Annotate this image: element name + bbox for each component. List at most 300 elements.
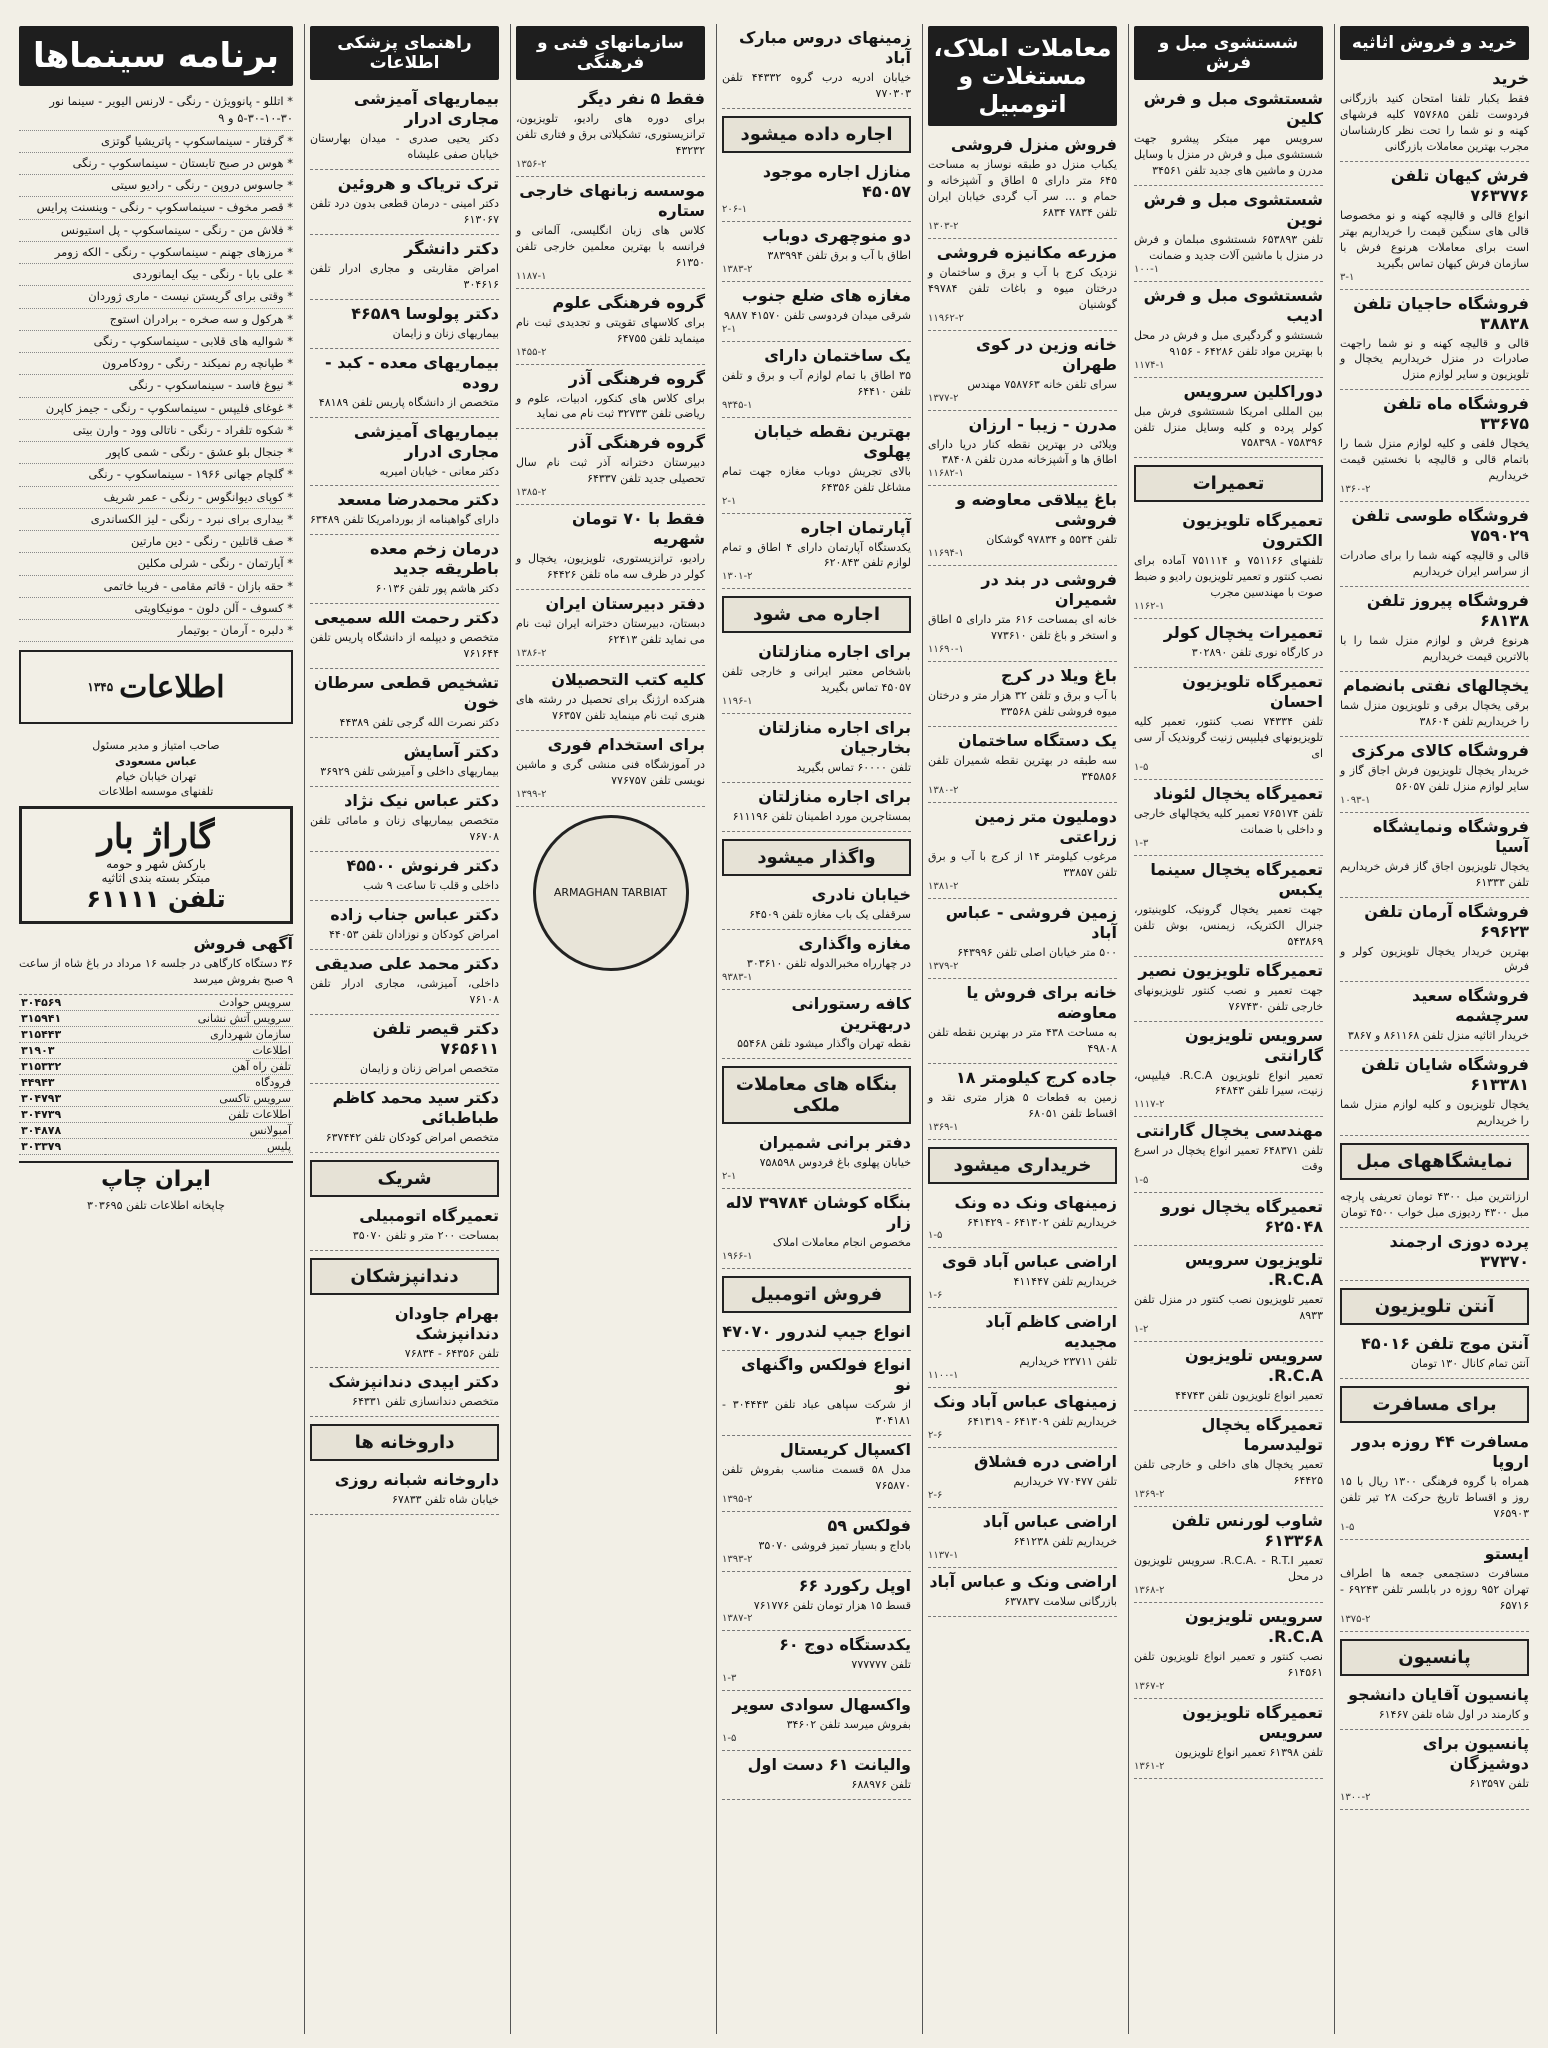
ad-body: ۳۵ اطاق با تمام لوازم آب و برق و تلفن تلفن ۶۴۴۱۰ [722, 368, 911, 398]
ad-title: فروشگاه پیروز تلفن ۶۸۱۳۸ [1366, 591, 1529, 630]
ad-title: دو منوچهری دوباب [762, 225, 911, 245]
ad-body: متخصص دندانسازی تلفن ۶۴۳۳۱ [352, 1395, 499, 1409]
ad-body: ۵۰۰ متر خیابان اصلی تلفن ۶۴۳۹۹۶ [957, 945, 1117, 959]
cinema-listing: * غوغای فلیپس - سینماسکوپ - رنگی - جیمز کاپرن [19, 398, 293, 420]
ad-code: ۱۱۰۰-۱ [928, 1370, 959, 1382]
ad-code: ۱۳۶۹-۲ [1134, 1488, 1165, 1500]
section-header-realestate: معاملات املاک، مستغلات و اتومبیل [928, 26, 1117, 126]
classified-ad [1340, 587, 1529, 672]
classified-ad [1340, 1185, 1529, 1228]
classified-ad [310, 418, 499, 487]
ad-body: تعمیر انواع تلویزیون R.C.A. فیلیپس، زنیت، سیرا تلفن ۶۴۸۴۳ [1134, 1068, 1323, 1098]
service-number: ۳۰۳۳۷۹ [19, 1138, 105, 1154]
ad-code: ۱۰۹۳-۱ [1340, 794, 1371, 806]
ad-code: ۱-۵ [1340, 1521, 1355, 1533]
ad-code: ۱۱۶۹۰-۱ [928, 644, 964, 656]
ad-body: فقط یکبار تلفنا امتحان کنید بازرگانی فردوست تلفن ۷۵۷۶۸۵ کلیه فرشهای کهنه و نو شما را تحت نظر کارشناسان مجرب بهترین معاملات بازرگانی [1340, 92, 1529, 153]
ad-title: برای اجاره منازلتان بخارجیان [758, 718, 911, 758]
ad-title: انواع جیپ لندرور ۴۷۰۷۰ [722, 1321, 911, 1341]
classified-ad [1134, 186, 1323, 282]
ad-body: در چهارراه مخبرالدوله تلفن ۳۰۳۶۱۰ [746, 957, 911, 971]
ad-body: تعمیر تلویزیون نصب کنتور در منزل تلفن ۸۹۳۳ [1134, 1293, 1323, 1323]
ad-code: ۱۳۶۰-۲ [1340, 484, 1371, 496]
ad-body: دکتر امینی - درمان قطعی بدون درد تلفن ۶۱۳۰۶۷ [310, 196, 499, 226]
ad-code: ۱۱۹۶-۱ [722, 696, 753, 708]
ad-title: پرده دوزی ارجمند ۳۷۳۷۰ [1389, 1232, 1529, 1272]
ad-title: دکتر دانشگر [404, 238, 499, 258]
cinema-listing: * دلبره - آرمان - بوتیمار [19, 620, 293, 642]
subheader-antenna: آنتن تلویزیون [1340, 1288, 1529, 1325]
ad-title: دکتر سید محمد کاظم طباطبائی [332, 1087, 499, 1127]
ad-code: ۱۱۹۶۲-۲ [928, 312, 964, 324]
service-number: ۳۱۹۰۳ [19, 1042, 105, 1058]
ad-title: اراضی عباس آباد [982, 1512, 1117, 1532]
ad-title: پانسیون برای دوشیزگان [1422, 1733, 1529, 1773]
ad-body: خریدار یخچال تلویزیون فرش اجاق گاز و سایر لوازم منزل تلفن ۵۶۰۵۷ [1340, 763, 1529, 793]
ad-code: ۱۰۰-۱ [1134, 263, 1160, 275]
ad-body: متخصص و دیپلمه از دانشگاه پاریس تلفن ۷۶۱۶۴۴ [310, 631, 499, 661]
cinema-listing: * اتللو - پانوویژن - رنگی - لارنس الیویر - سینما نور ۳۰-۱۰-۳۰-۵ و ۹ [19, 91, 293, 131]
classified-ad [722, 1691, 911, 1751]
classified-ad [1340, 290, 1529, 391]
ad-body: ویلائی در بهترین نقطه کنار دریا دارای اطاق ها و آشپزخانه مدرن تلفن ۳۸۴۰۸ [928, 437, 1117, 467]
ad-body: بیماریهای زنان و زایمان [392, 326, 499, 340]
classified-ad [516, 365, 705, 430]
cinema-listing: * قصر مخوف - سینماسکوپ - رنگی - وینسنت پرایس [19, 197, 293, 219]
cinema-listing: * جنجال بلو عشق - رنگی - شمی کاپور [19, 442, 293, 464]
car-ads [722, 1318, 911, 1800]
section-header-culture: سازمانهای فنی و فرهنگی [516, 26, 705, 80]
classified-ad [1134, 1699, 1323, 1779]
ad-code: ۱۱۶۲-۱ [1134, 601, 1165, 613]
classified-ad [310, 1202, 499, 1251]
service-row [19, 1042, 293, 1058]
classified-ad [722, 1318, 911, 1351]
ad-title: اراضی عباس آباد قوی [942, 1252, 1117, 1272]
classified-ad [722, 222, 911, 282]
classified-ad [722, 783, 911, 832]
ad-title: یخچالهای نفتی بانضمام [1343, 675, 1529, 695]
ad-code: ۱۳۹۵-۲ [722, 1493, 753, 1505]
classified-ad [722, 1189, 911, 1269]
ad-code: ۱۳۸۰-۲ [928, 784, 959, 796]
ad-title: فروشی در بند در شمیران [981, 570, 1117, 610]
classified-ad [722, 1436, 911, 1512]
ad-code: ۱۳۸۵-۲ [516, 487, 547, 499]
ad-body: باشخاص معتبر ایرانی و خارجی تلفن ۴۵۰۵۷ تماس بگیرید [722, 665, 911, 695]
classified-ad [516, 429, 705, 505]
cinema-listing: * هوس در صبح تابستان - سینماسکوپ - رنگی [19, 153, 293, 175]
ad-title: یکدستگاه دوج ۶۰ [779, 1635, 911, 1655]
ad-body: تلفن ۵۵۳۴ و ۹۷۸۳۴ گوشکان [986, 533, 1117, 547]
ad-code: ۱۳۸۶-۲ [516, 648, 547, 659]
pharmacy-ad [310, 1466, 499, 1515]
classified-ad [928, 899, 1117, 979]
ad-code: ۱۴۵۵-۲ [516, 346, 547, 358]
ad-code: ۱۳۶۱-۲ [1134, 1760, 1165, 1772]
classified-ad [928, 1448, 1117, 1508]
cinema-listing: * شوالیه های قلابی - سینماسکوپ - رنگی [19, 331, 293, 353]
ad-body: سه طبقه در بهترین نقطه شمیران تلفن ۳۴۵۸۵۶ [928, 754, 1117, 783]
classified-ad [722, 342, 911, 418]
ad-code: ۱-۵ [1134, 1175, 1149, 1187]
ad-title: گروه فرهنگی آذر [568, 368, 705, 388]
classified-ad [1134, 1507, 1323, 1603]
ad-body: تعمیر انواع تلویزیون تلفن ۴۴۷۴۳ [1174, 1389, 1323, 1403]
classified-ad [310, 1466, 499, 1515]
ad-body: تعمیر R.C.A. - R.T.I. سرویس تلویزیون در محل [1134, 1553, 1323, 1583]
classified-ad [722, 1572, 911, 1632]
ad-title: موسسه زبانهای خارجی ستاره [519, 180, 705, 220]
classified-ad [1340, 1228, 1529, 1281]
garage-ad-sub: بارکش شهر و حومه [106, 856, 206, 871]
ad-code: ۱۳۶۹-۱ [928, 1121, 959, 1133]
service-name: تلفن راه آهن [105, 1058, 293, 1074]
ad-title: سرویس تلویزیون R.C.A. [1184, 1346, 1323, 1386]
ad-title: تعمیرگاه یخچال لئوناد [1153, 783, 1323, 803]
classified-ad [1340, 737, 1529, 813]
ad-title: دکتر آسایش [403, 742, 499, 762]
classified-ad [722, 24, 911, 109]
classified-ad [516, 177, 705, 289]
ad-body: سرای تلفن خانه ۷۵۸۷۶۳ مهندس [967, 377, 1117, 391]
service-row [19, 1074, 293, 1090]
column-furniture [1128, 24, 1328, 2034]
ad-body: بهترین خریدار یخچال تلویزیون کولر و فرش [1340, 944, 1529, 974]
ad-title: دفتر دبیرستان ایران [545, 594, 705, 614]
classified-ad [1340, 1540, 1529, 1632]
classified-ad [516, 85, 705, 177]
ad-code: ۱۱۸۷-۱ [516, 270, 547, 282]
ad-body: متخصص امراض کودکان تلفن ۶۳۷۴۴۲ [325, 1130, 499, 1144]
service-row [19, 1106, 293, 1122]
ad-code: ۱-۳ [722, 1673, 737, 1685]
ad-code: ۳-۱ [1340, 271, 1355, 283]
classified-ad [1134, 780, 1323, 856]
ad-title: تعمیرات یخچال کولر [1163, 623, 1323, 643]
ad-body: تلفن ۶۱۳۹۸ تعمیر انواع تلویزیون [1174, 1745, 1323, 1759]
cinema-listing: * طپانچه رم نمیکند - رنگی - رودکامرون [19, 353, 293, 375]
subheader-wanted: اجاره می شود [722, 596, 911, 633]
ad-title: بهرام جاودان دندانپزشک [394, 1303, 499, 1343]
exhibition-ads [1340, 1185, 1529, 1281]
ad-title: دکتر عباس جناب زاده [330, 904, 499, 924]
ad-body: بمستاجرین مورد اطمینان تلفن ۶۱۱۱۹۶ [732, 810, 911, 824]
classified-ad [310, 669, 499, 738]
ad-title: دکتر پولوسا ۴۶۵۸۹ [351, 303, 499, 323]
classified-ad [310, 349, 499, 418]
classified-ad [722, 714, 911, 783]
ad-code: ۱-۶ [928, 1290, 943, 1302]
ad-title: ترک تریاک و هروئین [337, 173, 499, 193]
classified-ad [1134, 668, 1323, 780]
classified-ad [928, 1568, 1117, 1617]
classified-ad [1134, 1603, 1323, 1699]
section-header-antiques: خرید و فروش اثاثیه [1340, 26, 1529, 60]
ad-body: برقی یخچال برقی و تلویزیون منزل شما را خریداریم تلفن ۳۸۶۰۴ [1340, 698, 1529, 728]
cinema-listing: * کوپای دیوانگوس - رنگی - عمر شریف [19, 487, 293, 509]
ad-body: تلفن ۶۴۳۵۶ - ۷۶۸۳۴ [404, 1346, 499, 1360]
classified-ad [310, 535, 499, 604]
subheader-dentists: دندانپزشکان [310, 1258, 499, 1295]
emergency-services-table [19, 995, 293, 1155]
subheader-cars: فروش اتومبیل [722, 1276, 911, 1313]
classified-ad [1134, 1193, 1323, 1246]
classified-ad [310, 1084, 499, 1153]
ad-body: بین المللی امریکا شستشوی فرش مبل کولر پرده و کلیه وسایل منزل تلفن ۷۵۸۳۹۶ - ۷۵۸۳۹۸ [1134, 404, 1323, 450]
classified-ad [722, 990, 911, 1059]
ad-title: دکتر محمد علی صدیقی [314, 953, 499, 973]
classified-ad [1134, 957, 1323, 1022]
classified-ad [722, 1351, 911, 1436]
ad-code: ۱۳۵۶-۲ [516, 158, 547, 170]
partner-ad [310, 1202, 499, 1251]
garage-tel-label: تلفن [167, 884, 226, 913]
ad-code: ۱۳۷۷-۲ [928, 392, 959, 404]
ad-title: دکتر قیصر تلفن ۷۶۵۶۱۱ [372, 1018, 499, 1058]
ad-title: دفتر برانی شمیران [758, 1132, 911, 1152]
ad-body: بازرگانی سلامت ۶۳۷۸۳۷ [1004, 1595, 1117, 1609]
classified-ad [928, 131, 1117, 239]
ad-body: تلفن ۲۳۷۱۱ خریداریم [1019, 1355, 1117, 1369]
ad-code: ۲-۱ [722, 495, 737, 507]
classified-ad [1340, 1428, 1529, 1540]
garage-ad-tel [30, 885, 282, 913]
ad-body: خریداریم تلفن ۶۴۱۲۳۸ [1013, 1535, 1117, 1549]
classified-ad [722, 158, 911, 222]
ad-title: خانه برای فروش یا معاوضه [966, 982, 1117, 1022]
ad-body: تلفن ۷۶۵۱۷۴ تعمیر کلیه یخچالهای خارجی و داخلی با ضمانت [1134, 806, 1323, 836]
ad-body: جهت تعمیر یخچال گرونیک، کلوینیتور، جنرال الکتریک، زیمنس، بوش تلفن ۵۴۳۸۶۹ [1134, 902, 1323, 948]
classified-ad [928, 662, 1117, 727]
service-number: ۳۱۵۹۴۱ [19, 1010, 105, 1026]
ad-title: اراضی دره فشلاق [973, 1452, 1117, 1472]
classified-ad [928, 331, 1117, 411]
ad-body: خیابان ادریه درب گروه ۴۴۳۳۲ تلفن ۷۷۰۳۰۳ [722, 71, 911, 100]
ad-title: زمینهای عباس آباد ونک [933, 1392, 1117, 1412]
ad-body: تلفن ۷۴۳۳۴ نصب کنتور، تعمیر کلیه تلویزیونهای فیلیپس زنیت گروندیک آر سی ای [1134, 715, 1323, 760]
furniture-ads [1134, 85, 1323, 458]
ad-body: تلفن ۷۷۷۷۷۷ [851, 1658, 911, 1672]
ad-body: در کارگاه نوری تلفن ۳۰۲۸۹۰ [1191, 646, 1323, 660]
ad-code: ۱۱۳۷-۱ [928, 1550, 959, 1562]
ad-title: برای اجاره منازلتان [758, 787, 911, 807]
classified-ad [722, 881, 911, 930]
classified-ad [516, 505, 705, 590]
ad-body: تلفنهای ۷۵۱۱۶۶ و ۷۵۱۱۱۴ آماده برای نصب کنتور و تعمیر تلویزیون رادیو و ضبط صوت با مهندسین مجرب [1134, 554, 1323, 600]
ad-body: خیابان شاه تلفن ۶۷۸۳۳ [392, 1493, 499, 1507]
classified-ad [1340, 813, 1529, 898]
ad-title: زمین فروشی - عباس آباد [945, 902, 1117, 942]
ad-title: پانسیون آقایان دانشجو [1348, 1684, 1529, 1704]
ad-code: ۱-۵ [928, 1230, 943, 1242]
ad-code: ۲-۱ [722, 1170, 737, 1182]
ad-code: ۱۱۶۸۲-۱ [928, 468, 964, 480]
ad-title: سرویس تلویزیون گارانتی [1184, 1025, 1323, 1065]
ad-body: تلفن ۶۵۳۸۹۳ شستشوی مبلمان و فرش در منزل با ماشین آلات جدید و ضمانت [1134, 232, 1324, 262]
ad-title: تلویزیون سرویس R.C.A. [1184, 1250, 1323, 1290]
ad-title: تعمیرگاه یخچال نورو ۶۲۵۰۴۸ [1160, 1197, 1323, 1237]
ad-body: دکتر معانی - خیابان امیریه [379, 464, 499, 478]
ad-code: ۱۱۷۴-۱ [1134, 359, 1165, 371]
ad-title: فرش کیهان تلفن ۷۶۳۷۷۶ [1390, 165, 1529, 205]
ad-code: ۱-۵ [722, 1733, 737, 1745]
editor-label: صاحب امتیاز و مدیر مسئول [92, 739, 220, 753]
service-row [19, 1122, 293, 1138]
ad-body: مخصوص انجام معاملات املاک [772, 1235, 911, 1249]
ad-code: ۱۳۰۳-۲ [928, 220, 959, 232]
ad-body: دبیرستان دخترانه آذر ثبت نام سال تحصیلی جدید تلفن ۶۴۳۳۷ [516, 456, 705, 486]
ad-title: مزرعه مکانیزه فروشی [936, 242, 1117, 262]
cinema-listing: * صف قاتلین - رنگی - دین مارتین [19, 531, 293, 553]
ad-title: فروشگاه سعید سرچشمه [1412, 986, 1529, 1026]
ad-body: با آب و برق و تلفن ۳۲ هزار متر و درختان میوه فروشی تلفن ۳۳۵۶۸ [928, 689, 1117, 719]
ad-body: دبستان، دبیرستان دخترانه ایران ثبت نام می نماید تلفن ۶۲۴۱۳ [516, 617, 705, 647]
address-line-2: تلفنهای موسسه اطلاعات [98, 785, 214, 799]
classified-ad [1134, 1022, 1323, 1118]
cinema-listing: * کسوف - آلن دلون - مونیکاویتی [19, 598, 293, 620]
ad-title: شستشوی مبل و فرش ادیب [1143, 285, 1323, 325]
column-auto [716, 24, 916, 2034]
ad-title: فولکس ۵۹ [827, 1515, 911, 1535]
ad-title: دکتر ایپدی دندانپزشک [328, 1372, 499, 1392]
masthead-title: اطلاعات [119, 669, 225, 705]
classified-ad [1340, 1730, 1529, 1810]
ad-code: ۹۳۸۳-۱ [722, 972, 753, 983]
ad-body: خانه ای بمساحت ۶۱۶ متر دارای ۵ اطاق و استخر و باغ تلفن ۷۷۳۶۱۰ [928, 613, 1118, 643]
classified-ad [310, 1300, 499, 1369]
emblem-text: ARMAGHAN TARBIAT [553, 886, 668, 900]
ad-title: بیماریهای آمیزشی مجاری ادرار [353, 421, 499, 461]
ad-title: فروشگاه آرمان تلفن ۶۹۶۲۳ [1364, 901, 1529, 941]
travel-ads [1340, 1428, 1529, 1632]
ad-title: فروشگاه شایان تلفن ۶۱۳۳۸۱ [1361, 1055, 1529, 1095]
classified-ad [516, 289, 705, 365]
classified-ad [722, 1129, 911, 1189]
ad-body: برای دوره های رادیو، تلویزیون، ترانزیستوری، تشکیلاتی برق و فتاری تلفن ۴۳۲۳۲ [516, 112, 705, 157]
garage-ad-box [19, 806, 293, 924]
classified-ad [310, 738, 499, 787]
service-name: پلیس [105, 1138, 293, 1154]
armaghan-emblem-icon [533, 815, 689, 971]
ad-title: سرویس تلویزیون R.C.A. [1184, 1606, 1323, 1646]
ad-title: دوملیون متر زمین زراعتی [974, 806, 1117, 846]
classified-ad [310, 901, 499, 950]
ad-body: به مساحت ۴۳۸ متر در بهترین نقطه تلفن ۴۹۸۰۸ [928, 1025, 1117, 1055]
ad-body: انواع قالی و قالیچه کهنه و نو مخصوصا قالی های سنگین قیمت را خریداریم بهتر است برای معاملات هرنوع فرش با سازمان فرش کیهان تماس بگیرید [1340, 208, 1529, 270]
ad-body: خریداریم تلفن ۶۴۱۳۰۹ - ۶۴۱۳۱۹ [967, 1415, 1117, 1429]
ad-body: در آموزشگاه فنی منشی گری و ماشین نویسی تلفن ۷۷۶۷۵۷ [516, 757, 705, 787]
classified-ad [928, 486, 1117, 566]
ad-code: ۱-۳ [1134, 837, 1149, 849]
ad-body: تلفن ۶۴۸۳۷۱ تعمیر انواع یخچال در اسرع وقت [1134, 1144, 1324, 1174]
ad-title: فروشگاه ونمایشگاه آسیا [1372, 816, 1529, 856]
classified-ad [1340, 65, 1529, 162]
service-name: سازمان شهرداری [105, 1026, 293, 1042]
classified-ad [516, 590, 705, 666]
classified-ad [928, 1308, 1117, 1388]
ad-body: دارای گواهینامه از بوردامریکا تلفن ۶۳۴۸۹ [310, 513, 499, 527]
classified-ad [928, 566, 1117, 662]
classified-ad [928, 1064, 1117, 1140]
ad-body: خیابان پهلوی باغ فردوس ۷۵۸۵۹۸ [759, 1155, 911, 1169]
classified-ad [1134, 1411, 1323, 1507]
agency-ads [722, 1129, 911, 1269]
ad-body: بفروش میرسد تلفن ۳۴۶۰۲ [786, 1718, 911, 1732]
ad-title: تعمیرگاه یخچال تولیدسرما [1201, 1415, 1323, 1455]
ad-title: باغ ییلاقی معاوضه و فروشی [955, 490, 1117, 530]
ad-title: منازل اجاره موجود ۴۵۰۵۷ [762, 161, 911, 201]
cinema-listing: * گرفتار - سینماسکوپ - پاتریشیا گوتزی [19, 131, 293, 153]
ad-title: مسافرت ۴۴ روزه بدور اروپا [1351, 1432, 1529, 1471]
service-number: ۴۴۹۴۳ [19, 1074, 105, 1090]
ad-title: فروش منزل فروشی [950, 135, 1117, 154]
cinema-listing: * حقه بازان - قاتم مقامی - فریبا خاتمی [19, 576, 293, 598]
ad-code: ۱۳۸۱-۲ [928, 880, 959, 892]
ad-title: فروشگاه ماه تلفن ۳۳۶۷۵ [1383, 394, 1529, 434]
address-line: تهران خیابان خیام [115, 770, 197, 784]
service-number: ۳۰۴۵۶۹ [19, 995, 105, 1011]
ad-title: انواع فولکس واگنهای نو [740, 1354, 911, 1394]
ad-body: یخچال تلویزیون اجاق گاز فرش خریداریم تلفن ۶۱۳۳۳ [1340, 859, 1529, 889]
ad-title: اوپل رکورد ۶۶ [798, 1575, 911, 1595]
realestate-ads [928, 131, 1117, 1140]
ad-title: دکتر رحمت الله سمیعی [313, 608, 499, 628]
ad-title: اکسپال کریستال [779, 1439, 911, 1459]
ad-title: دوراکلین سرویس [1183, 381, 1323, 401]
classified-ad [1340, 1330, 1529, 1379]
garage-ad-sub2: مبتکر بسته بندی اثاثیه [101, 870, 211, 885]
classified-ad [310, 852, 499, 901]
ad-body: نصب کنتور و تعمیر انواع تلویزیون تلفن ۶۱۴۵۶۱ [1134, 1649, 1323, 1679]
classified-ad [1340, 898, 1529, 983]
subheader-repairs: تعمیرات [1134, 465, 1323, 502]
classified-ad [722, 1512, 911, 1572]
ad-body: تلفن ۷۷۰۴۷۷ خریداریم [1013, 1475, 1117, 1489]
ad-body: کلاس های زبان انگلیسی، آلمانی و فرانسه با بهترین معلمین خارجی تلفن ۶۱۳۵۰ [516, 223, 705, 269]
classified-ad [310, 604, 499, 669]
ad-title: آنتن موج تلفن ۴۵۰۱۶ [1361, 1334, 1529, 1354]
service-name: اطلاعات [105, 1042, 293, 1058]
ad-body: متخصص بیماریهای زنان و مامائی تلفن ۷۶۷۰۸ [310, 814, 499, 843]
ad-body: نقطه تهران واگذار میشود تلفن ۵۵۴۶۸ [737, 1037, 911, 1050]
subheader-agency: بنگاه های معاملات ملکی [722, 1066, 911, 1124]
ad-body: شستشو و گردگیری مبل و فرش در محل با بهترین مواد تلفن ۶۴۲۸۶ - ۹۱۵۶ [1134, 328, 1323, 358]
ad-body: دکتر نصرت الله گرجی تلفن ۴۴۳۸۹ [339, 716, 499, 730]
ad-code: ۲۰۶-۱ [722, 203, 748, 215]
classified-ad [1340, 982, 1529, 1051]
ad-title: فقط با ۷۰ تومان شهریه [572, 509, 705, 549]
service-number: ۳۱۵۳۳۲ [19, 1058, 105, 1074]
ad-title: دکتر محمدرضا مسعد [337, 490, 499, 510]
printer-name: ایران چاپ [19, 1161, 293, 1192]
antenna-ad [1340, 1330, 1529, 1379]
classified-ad [1134, 619, 1323, 668]
ad-title: مهندسی یخچال گارانتی [1136, 1121, 1323, 1141]
classified-ad [722, 638, 911, 714]
pension-ads [1340, 1681, 1529, 1810]
ad-title: تشخیص قطعی سرطان خون [313, 673, 499, 713]
cinema-listing: * بیداری برای نبرد - رنگی - لیز الکساندری [19, 509, 293, 531]
wanted-ads [722, 638, 911, 832]
ad-title: تعمیرگاه تلویزیون احسان [1182, 672, 1323, 712]
classified-ad [722, 1631, 911, 1691]
service-row [19, 1138, 293, 1154]
ad-title: یک دستگاه ساختمان [958, 731, 1117, 751]
ad-code: ۱۳۰۰-۲ [1340, 1791, 1371, 1803]
ad-body: بمساحت ۲۰۰ متر و تلفن ۳۵۰۷۰ [352, 1228, 499, 1242]
transfer-ads [722, 881, 911, 1059]
